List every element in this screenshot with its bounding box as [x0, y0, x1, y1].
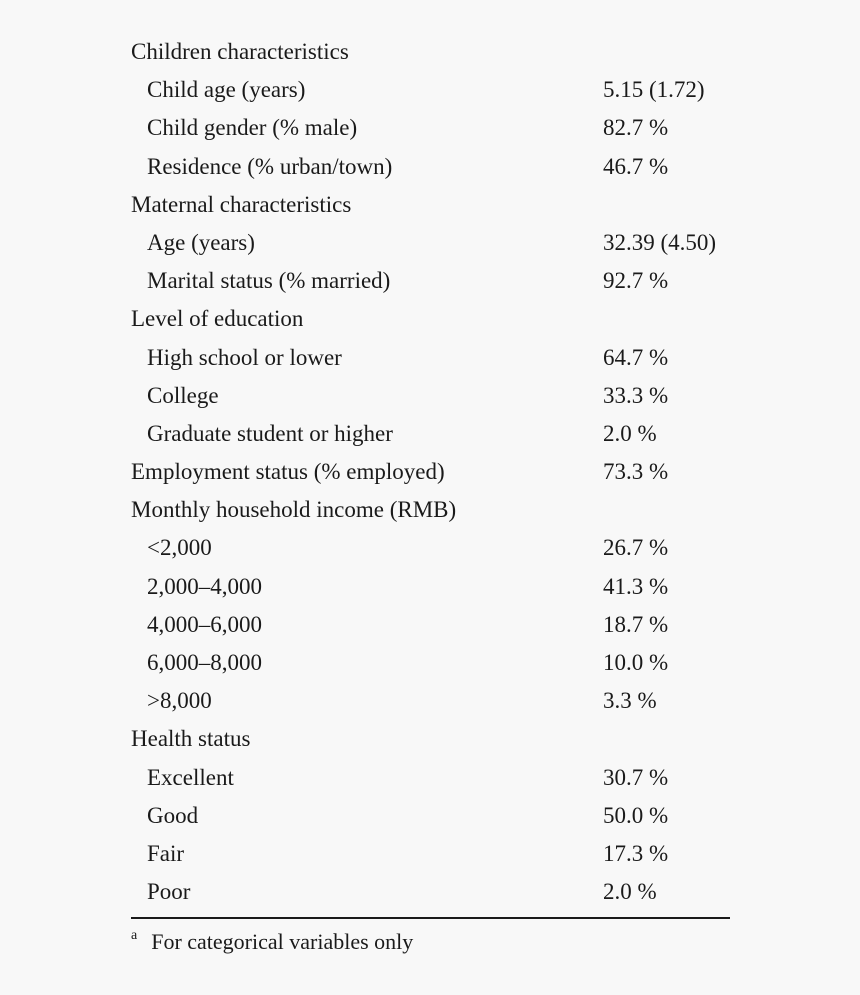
row-label: College — [147, 382, 219, 408]
table-row — [131, 682, 730, 720]
row-label: Graduate student or higher — [147, 420, 393, 446]
row-value: 17.3 % — [603, 840, 669, 866]
table-row — [131, 262, 730, 300]
table-row — [131, 109, 730, 147]
table-row — [131, 339, 730, 377]
row-value: 32.39 (4.50) — [603, 229, 717, 255]
table-row — [131, 186, 730, 224]
row-label: Monthly household income (RMB) — [131, 497, 457, 523]
row-value: 26.7 % — [603, 535, 669, 561]
row-label: Poor — [147, 879, 191, 905]
row-value: 33.3 % — [603, 382, 669, 408]
table-row — [131, 797, 730, 835]
row-label: Age (years) — [147, 229, 255, 255]
table-row — [131, 759, 730, 797]
footnote-marker: a — [131, 928, 138, 943]
row-label: Child age (years) — [147, 77, 306, 103]
table-row — [131, 415, 730, 453]
row-label: Children characteristics — [131, 39, 349, 64]
row-value: 41.3 % — [603, 573, 669, 599]
row-value: 5.15 (1.72) — [603, 77, 705, 103]
characteristics-table — [131, 33, 730, 911]
row-label: Level of education — [131, 306, 304, 332]
row-label: Child gender (% male) — [147, 115, 358, 141]
table-row — [131, 224, 730, 262]
table-footnote — [131, 925, 413, 959]
table-row — [131, 491, 730, 529]
table-bottom-rule — [131, 917, 730, 919]
row-value: 46.7 % — [603, 153, 669, 179]
table-row — [131, 606, 730, 644]
row-value: 82.7 % — [603, 115, 669, 141]
row-label: Maternal characteristics — [131, 191, 352, 217]
table-row — [131, 720, 730, 758]
row-value: 10.0 % — [603, 650, 669, 675]
table-row — [131, 873, 730, 911]
row-label: Residence (% urban/town) — [147, 153, 393, 179]
row-value: 64.7 % — [603, 344, 669, 370]
table-row — [131, 644, 730, 682]
row-value: 2.0 % — [603, 420, 657, 446]
row-label: Excellent — [147, 764, 234, 790]
row-value: 3.3 % — [603, 688, 657, 714]
row-value: 30.7 % — [603, 764, 669, 790]
table-row — [131, 148, 730, 186]
table-row — [131, 529, 730, 567]
row-label: >8,000 — [147, 688, 212, 714]
row-value: 92.7 % — [603, 268, 669, 294]
footnote-text: For categorical variables only — [151, 929, 414, 954]
table-row — [131, 71, 730, 109]
row-value: 50.0 % — [603, 802, 669, 828]
row-label: Marital status (% married) — [147, 268, 391, 294]
table-row — [131, 453, 730, 491]
row-label: Health status — [131, 726, 251, 752]
table-row — [131, 377, 730, 415]
row-value: 2.0 % — [603, 879, 657, 905]
table-row — [131, 568, 730, 606]
row-label: Employment status (% employed) — [131, 459, 445, 485]
table-row — [131, 33, 730, 71]
row-label: 2,000–4,000 — [147, 573, 262, 599]
row-value: 18.7 % — [603, 611, 669, 637]
row-label: High school or lower — [147, 344, 342, 370]
table-row — [131, 835, 730, 873]
row-label: Fair — [147, 840, 185, 866]
row-label: Good — [147, 802, 199, 828]
row-value: 73.3 % — [603, 459, 669, 485]
row-label: 4,000–6,000 — [147, 611, 262, 637]
table-row — [131, 300, 730, 338]
row-label: 6,000–8,000 — [147, 650, 262, 675]
row-label: <2,000 — [147, 535, 212, 561]
